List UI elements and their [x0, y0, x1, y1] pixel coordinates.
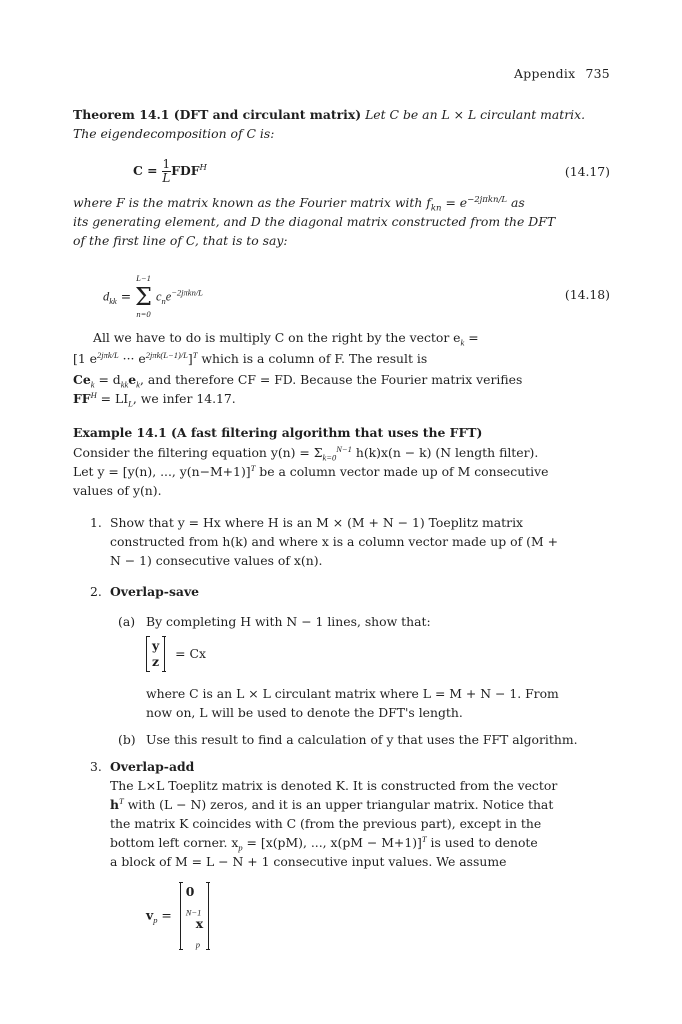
theorem-where-line-c: of the first line of C, that is to say: [73, 233, 288, 248]
body-line-1: All we have to do is multiply C on the right by the vector $e_k$ = [93, 330, 479, 348]
header-title: Appendix [514, 66, 576, 81]
body-line-4: $FF^H = LI_L$, we infer 14.17. [73, 389, 236, 409]
eq1418-number: (14.18) [564, 287, 610, 302]
theorem-where-line-b: its generating element, and D the diagonal matrix constructed from the DFT [73, 214, 556, 229]
eq1417-number: (14.17) [564, 164, 610, 179]
item-2-number: 2. [90, 584, 102, 599]
theorem-heading: Theorem 14.1 (DFT and circulant matrix) [73, 107, 362, 122]
item-2a-text: By completing H with N − 1 lines, show that: [146, 614, 431, 629]
vector-vp: 0 $_{N-1}$ x $_p$ [180, 882, 209, 950]
item-1-number: 1. [90, 515, 102, 530]
item-3-line-b: $h^T$ with (L − N) zeros, and it is an upper triangular matrix. Notice that [110, 795, 554, 812]
eq1417-fraction: $\frac{1}{L}$ [162, 157, 171, 185]
example-line-2: Let y = [y(n), ..., y(n−M+1)]$^T$ be a column vector made up of M consecutive [73, 462, 549, 479]
item-3-line-d: bottom left corner. $x_p = [x(pM)$, ..., x(pM − M+1)]$^T$ is used to denote [110, 833, 538, 853]
equation-14-18 [73, 266, 610, 318]
body-line-2: [1 $e^{2j\pi k/L}$ ··· $e^{2j\pi k(L-1)/L}]^T$ which is a column of F. The result is [73, 349, 428, 366]
theorem-where-line-a: where F is the matrix known as the Fourier matrix with $f_{kn} = e^{-2j\pi kn/L}$ as [73, 194, 525, 214]
vector-yz: y z [146, 636, 165, 672]
body-line-3: $Ce_k = d_{kk}e_k$, and therefore CF = FD. Because the Fourier matrix verifies [73, 372, 523, 390]
item-2a-line-b: where C is an L × L circulant matrix where L = M + N − 1. From [146, 686, 559, 701]
example-line-3: values of y(n). [73, 483, 162, 498]
item-3-title: Overlap-add [110, 759, 195, 774]
eq1417-expr: C = $\frac{1}{L}$ $FDF^H$ [133, 157, 207, 185]
item-2a-line-c: now on, L will be used to denote the DFT's length. [146, 705, 463, 720]
page-header [514, 64, 610, 83]
item-1-line-c: N − 1) consecutive values of x(n). [110, 553, 323, 568]
page-number: 735 [585, 66, 610, 81]
summation-symbol: L−1 Σ n=0 [135, 273, 152, 319]
example-heading: Example 14.1 (A fast filtering algorithm that uses the FFT) [73, 425, 483, 440]
theorem-heading-line [73, 105, 610, 143]
item-3-line-c: the matrix K coincides with C (from the previous part), except in the [110, 816, 542, 831]
eq1418-expr: $d_{kk} = L-1$ Σ n=0 $c_ne^{-2j\pi kn/L}$ [103, 273, 203, 319]
item-2a-label: (a) [118, 614, 136, 629]
item-1-line-a: Show that y = Hx where H is an M × (M + N − 1) Toeplitz matrix [110, 515, 524, 530]
item-3-line-e: a block of M = L − N + 1 consecutive input values. We assume [110, 854, 507, 869]
item-2b-text: Use this result to find a calculation of y that uses the FFT algorithm. [146, 732, 578, 747]
item-3-number: 3. [90, 759, 102, 774]
equation-yz-cx: y z = Cx [146, 636, 206, 672]
equation-vp: $v_p$ = 0 $_{N-1}$ x $_p$ [146, 882, 209, 950]
example-line-1: Consider the filtering equation $y(n) = \Sigma_{k=0}^{N-1}$ h(k)x(n − k) (N length filter). [73, 443, 539, 463]
item-3-line-a: The L×L Toeplitz matrix is denoted K. It is constructed from the vector [110, 778, 558, 793]
item-2b-label: (b) [118, 732, 136, 747]
item-1-line-b: constructed from h(k) and where x is a column vector made up of (M + [110, 534, 558, 549]
item-2-title: Overlap-save [110, 584, 200, 599]
equation-14-17 [73, 150, 610, 190]
theorem-statement: Let C be an L × L circulant matrix. The eigendecomposition of C is: [73, 107, 586, 141]
